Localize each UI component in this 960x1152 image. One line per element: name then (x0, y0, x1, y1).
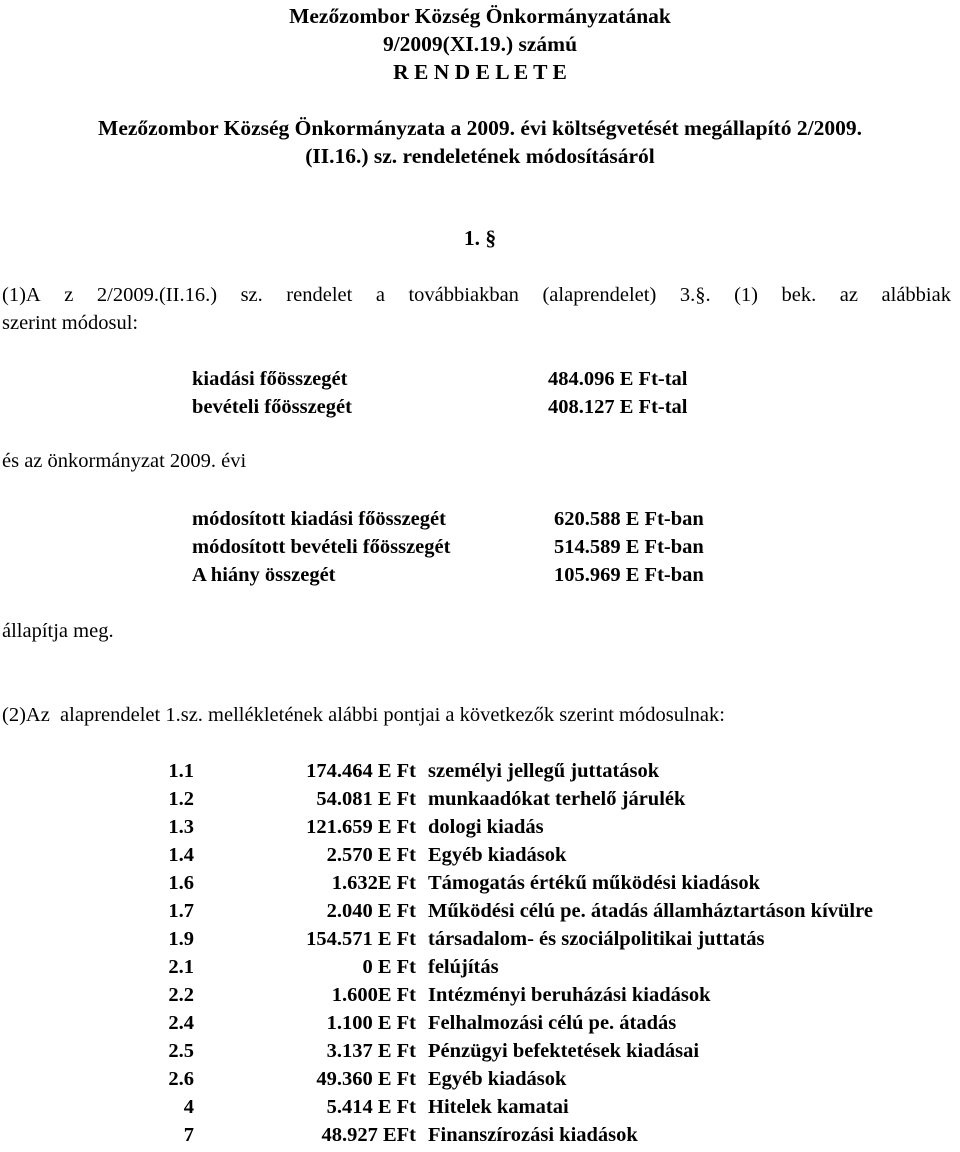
item-description: Egyéb kiadások (428, 844, 567, 866)
item-description: felújítás (428, 956, 499, 978)
paragraph-1-word: (1) (734, 284, 758, 306)
item-row (0, 956, 960, 984)
modified-total-label: módosított kiadási főösszegét (192, 508, 446, 530)
title-line-2: 9/2009(XI.19.) számú (382, 32, 578, 56)
modified-total-value: 105.969 E Ft-ban (554, 564, 704, 586)
item-description: munkaadókat terhelő járulék (428, 788, 686, 810)
item-number: 1.2 (168, 788, 194, 810)
item-description: Pénzügyi befektetések kiadásai (428, 1040, 700, 1062)
paragraph-1-word: z (64, 284, 74, 306)
paragraph-2: (2)Az alaprendelet 1.sz. mellékletének alábbi pontjai a következők szerint módosulnak: (2, 704, 725, 726)
modified-total-label: módosított bevételi főösszegét (192, 536, 451, 558)
title-line-3: R E N D E L E T E (393, 60, 567, 84)
modified-total-label: A hiány összegét (192, 564, 336, 586)
paragraph-1-line-1 (2, 284, 951, 307)
paragraph-1-word: (1)A (2, 284, 41, 306)
item-description: Finanszírozási kiadások (428, 1124, 638, 1146)
item-number: 1.3 (168, 816, 194, 838)
item-amount: 1.600E Ft (331, 984, 416, 1006)
item-row (0, 760, 960, 788)
item-description: Hitelek kamatai (428, 1096, 569, 1118)
item-description: Intézményi beruházási kiadások (428, 984, 711, 1006)
subject-line-1: Mezőzombor Község Önkormányzata a 2009. évi költségvetését megállapító 2/2009. (98, 116, 862, 140)
item-row (0, 1124, 960, 1152)
item-amount: 2.570 E Ft (326, 844, 416, 866)
item-description: Egyéb kiadások (428, 1068, 567, 1090)
section-title: 1. § (463, 226, 497, 250)
modified-total-value: 514.589 E Ft-ban (554, 536, 704, 558)
item-row (0, 1040, 960, 1068)
subject-line-2: (II.16.) sz. rendeletének módosításáról (305, 144, 655, 168)
title-line-1: Mezőzombor Község Önkormányzatának (289, 4, 671, 28)
item-row (0, 844, 960, 872)
item-number: 1.9 (168, 928, 194, 950)
item-description: társadalom- és szociálpolitikai juttatás (428, 928, 765, 950)
paragraph-1-word: 3.§. (679, 284, 711, 306)
paragraph-1-line-2: szerint módosul: (2, 312, 139, 334)
closing-text: állapítja meg. (2, 620, 114, 642)
item-row (0, 816, 960, 844)
modified-total-value: 620.588 E Ft-ban (554, 508, 704, 530)
item-number: 1.4 (168, 844, 194, 866)
item-row (0, 1068, 960, 1096)
paragraph-1-word: rendelet (286, 284, 353, 306)
item-amount: 174.464 E Ft (306, 760, 416, 782)
item-number: 7 (183, 1124, 194, 1146)
paragraph-1-word: sz. (240, 284, 263, 306)
item-amount: 5.414 E Ft (326, 1096, 416, 1118)
item-amount: 1.632E Ft (331, 872, 416, 894)
paragraph-1-word: az (839, 284, 858, 306)
paragraph-1-word: továbbiakban (408, 284, 519, 306)
item-row (0, 984, 960, 1012)
item-number: 1.7 (168, 900, 194, 922)
item-number: 1.6 (168, 872, 194, 894)
item-amount: 54.081 E Ft (316, 788, 416, 810)
item-amount: 154.571 E Ft (306, 928, 416, 950)
paragraph-1-word: bek. (781, 284, 817, 306)
paragraph-1-word: alábbiak (881, 284, 951, 306)
item-amount: 0 E Ft (362, 956, 416, 978)
paragraph-1-word: a (375, 284, 385, 306)
item-number: 2.6 (168, 1068, 194, 1090)
item-description: személyi jellegű juttatások (428, 760, 660, 782)
middle-text: és az önkormányzat 2009. évi (2, 450, 247, 472)
item-amount: 3.137 E Ft (326, 1040, 416, 1062)
item-row (0, 1012, 960, 1040)
item-description: Támogatás értékű működési kiadások (428, 872, 761, 894)
item-amount: 121.659 E Ft (306, 816, 416, 838)
item-row (0, 1096, 960, 1124)
item-number: 1.1 (168, 760, 194, 782)
item-amount: 48.927 EFt (321, 1124, 416, 1146)
item-amount: 2.040 E Ft (326, 900, 416, 922)
total-label: kiadási főösszegét (192, 368, 348, 390)
item-number: 4 (183, 1096, 194, 1118)
item-number: 2.1 (168, 956, 194, 978)
item-amount: 49.360 E Ft (316, 1068, 416, 1090)
item-amount: 1.100 E Ft (326, 1012, 416, 1034)
total-label: bevételi főösszegét (192, 396, 352, 418)
item-description: Működési célú pe. átadás államháztartáson kívülre (428, 900, 873, 922)
total-value: 408.127 E Ft-tal (548, 396, 688, 418)
item-row (0, 872, 960, 900)
item-row (0, 928, 960, 956)
item-number: 2.2 (168, 984, 194, 1006)
paragraph-1-word: (alaprendelet) (542, 284, 657, 306)
item-description: Felhalmozási célú pe. átadás (428, 1012, 677, 1034)
paragraph-1-word: 2/2009.(II.16.) (96, 284, 218, 306)
item-row (0, 788, 960, 816)
item-number: 2.4 (168, 1012, 194, 1034)
total-value: 484.096 E Ft-tal (548, 368, 688, 390)
item-row (0, 900, 960, 928)
item-number: 2.5 (168, 1040, 194, 1062)
item-description: dologi kiadás (428, 816, 544, 838)
